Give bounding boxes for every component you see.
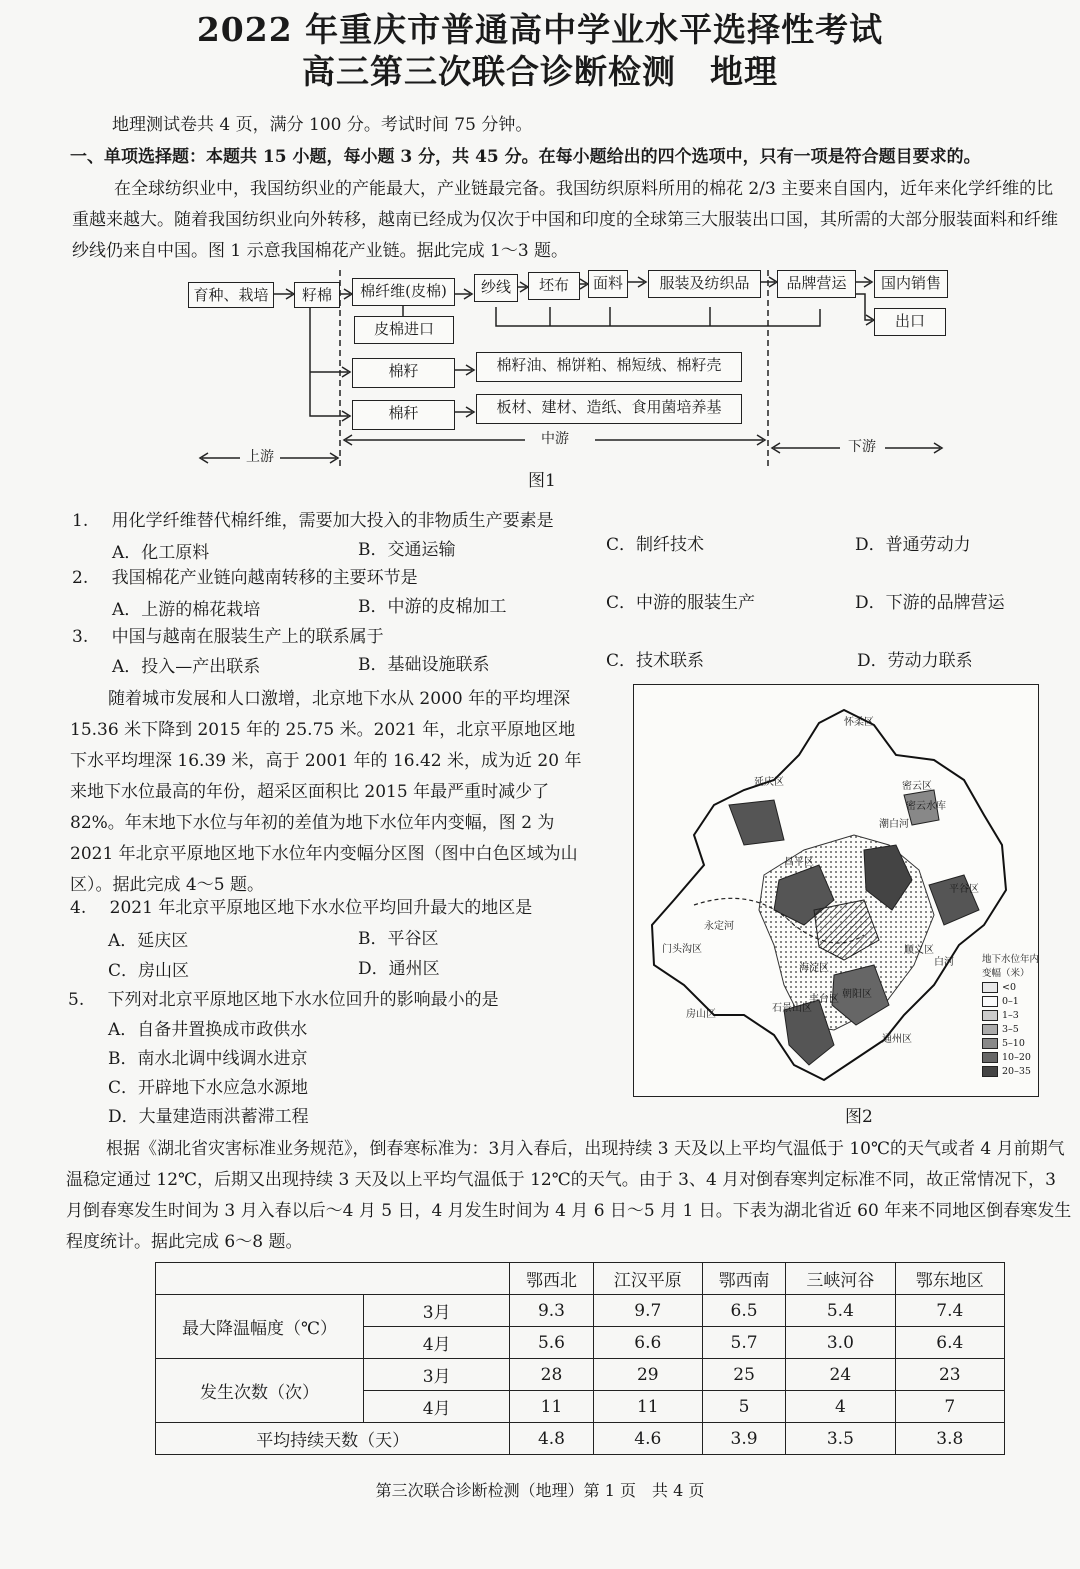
question-number: 4.: [70, 898, 87, 918]
q2-option-b[interactable]: B．中游的皮棉加工: [358, 597, 507, 617]
q3-option-a[interactable]: A．投入—产出联系: [112, 657, 261, 677]
box-brand: 品牌营运: [777, 270, 856, 298]
legend-item: 0–1: [982, 995, 1040, 1009]
river-label: 白河: [934, 957, 954, 968]
table-cell: 23: [895, 1359, 1004, 1391]
question-4-stem: [70, 893, 532, 918]
table-cell: 4.6: [593, 1423, 702, 1455]
question-5-stem: [68, 985, 499, 1010]
district-label: 密云水库: [906, 801, 946, 812]
q1-option-c[interactable]: C．制纤技术: [606, 535, 705, 555]
legend-item: 1–3: [982, 1009, 1040, 1023]
q4-option-d[interactable]: D．通州区: [358, 959, 440, 979]
question-text: 下列对北京平原地区地下水水位回升的影响最小的是: [107, 990, 499, 1010]
question-text: 我国棉花产业链向越南转移的主要环节是: [111, 568, 418, 588]
box-fabric: 面料: [588, 270, 628, 298]
exam-title-line1: 2022 年重庆市普通高中学业水平选择性考试: [196, 10, 884, 49]
table-row: [156, 1359, 1005, 1391]
box-domestic-sales: 国内销售: [874, 270, 948, 298]
late-spring-cold-table: [155, 1262, 1005, 1455]
q1-option-d[interactable]: D．普通劳动力: [855, 535, 971, 555]
question-number: 2.: [72, 568, 89, 588]
q5-option-c[interactable]: C．开辟地下水应急水源地: [108, 1078, 309, 1098]
table-cell: 11: [593, 1391, 702, 1423]
box-yarn: 纱线: [474, 274, 518, 302]
map-legend: [982, 953, 1040, 1079]
box-cottonseed-products: 棉籽油、棉饼粕、棉短绒、棉籽壳: [476, 352, 742, 382]
table-cell: 5: [702, 1391, 785, 1423]
table-header-row: [156, 1263, 1005, 1295]
box-import: 皮棉进口: [354, 316, 454, 344]
q2-option-a[interactable]: A．上游的棉花栽培: [112, 600, 261, 620]
table-cell: 28: [510, 1359, 593, 1391]
question-number: 3.: [72, 627, 89, 647]
table-cell: 3.0: [786, 1327, 895, 1359]
table-cell: 5.4: [786, 1295, 895, 1327]
table-cell: 9.7: [593, 1295, 702, 1327]
box-stalk-products: 板材、建材、造纸、食用菌培养基: [476, 394, 742, 424]
box-breeding: 育种、栽培: [188, 282, 274, 308]
q2-option-c[interactable]: C．中游的服装生产: [606, 593, 756, 613]
legend-item: 5–10: [982, 1037, 1040, 1051]
question-number: 5.: [68, 990, 85, 1010]
district-label: 丰台区: [809, 994, 839, 1005]
question-text: 中国与越南在服装生产上的联系属于: [111, 627, 384, 647]
stage-downstream: 下游: [848, 439, 876, 455]
q4-option-a[interactable]: A．延庆区: [108, 931, 189, 951]
table-cell: 6.5: [702, 1295, 785, 1327]
box-lint: 棉纤维(皮棉): [352, 278, 455, 306]
table-cell: 3.5: [786, 1423, 895, 1455]
box-greige: 坯布: [528, 272, 580, 300]
month-label: 4月: [364, 1391, 510, 1423]
page-footer: 第三次联合诊断检测（地理）第 1 页 共 4 页: [375, 1481, 705, 1500]
river-label: 潮白河: [879, 819, 909, 830]
figure-2-map: [633, 684, 1039, 1097]
legend-item: 10–20: [982, 1051, 1040, 1065]
legend-item: <0: [982, 981, 1040, 995]
question-2-stem: [72, 563, 418, 588]
q2-option-d[interactable]: D．下游的品牌营运: [855, 593, 1005, 613]
district-label: 房山区: [686, 1009, 716, 1020]
q5-option-d[interactable]: D．大量建造雨洪蓄滞工程: [108, 1107, 309, 1127]
section-heading: 一、单项选择题：本题共 15 小题，每小题 3 分，共 45 分。在每小题给出的四个选项中，只有一项是符合题目要求的。: [70, 147, 981, 167]
q1-option-b[interactable]: B．交通运输: [358, 540, 456, 560]
figure-1: [180, 262, 960, 492]
q3-option-b[interactable]: B．基础设施联系: [358, 655, 490, 675]
q3-option-c[interactable]: C．技术联系: [606, 651, 705, 671]
passage-2: 随着城市发展和人口激增，北京地下水从 2000 年的平均埋深 15.36 米下降到 2015 年的 25.75 米。2021 年，北京平原地区地下水平均埋深 16.39 米，高于 2001 年的 16.42 米，成为近 20 年来地下水位最高的年份，超采区面积比 2015 年最严重时减少了 82%。年末地下水位与年初的差值为地下水位年内变幅，图 2 为 2021 年北京平原地区地下水位年内变幅分区图（图中白色区域为山区）。据此完成 4～5 题。: [70, 689, 582, 895]
district-label: 延庆区: [754, 777, 784, 788]
table-cell: 6.4: [895, 1327, 1004, 1359]
table-row: [156, 1295, 1005, 1327]
exam-title-line2: 高三第三次联合诊断检测 地理: [302, 52, 778, 91]
table-cell: 5.7: [702, 1327, 785, 1359]
q5-option-b[interactable]: B．南水北调中线调水进京: [108, 1049, 308, 1069]
q5-option-a[interactable]: A．自备井置换成市政供水: [108, 1020, 308, 1040]
q3-option-d[interactable]: D．劳动力联系: [857, 651, 973, 671]
stage-upstream: 上游: [246, 449, 274, 465]
box-apparel: 服装及纺织品: [648, 270, 761, 298]
district-label: 朝阳区: [842, 989, 872, 1000]
district-label: 密云区: [902, 781, 932, 792]
table-cell: 4.8: [510, 1423, 593, 1455]
legend-title: 地下水位年内变幅（米）: [982, 954, 1040, 979]
passage-1: 在全球纺织业中，我国纺织业的产能最大，产业链最完备。我国纺织原料所用的棉花 2/3 主要来自国内，近年来化学纤维的比重越来越大。随着我国纺织业向外转移，越南已经成为仅次于中国和印度的全球第三大服装出口国，其所需的大部分服装面料和纤维纱线仍来自中国。图 1 示意我国棉花产业链。据此完成 1～3 题。: [72, 179, 1058, 261]
row-group-label: 最大降温幅度（℃）: [156, 1295, 364, 1359]
q4-option-b[interactable]: B．平谷区: [358, 929, 439, 949]
question-3-stem: [72, 622, 384, 647]
table-cell: 25: [702, 1359, 785, 1391]
q1-option-a[interactable]: A．化工原料: [112, 543, 210, 563]
district-label: 门头沟区: [662, 944, 702, 955]
river-label: 永定河: [704, 921, 734, 932]
table-cell: 24: [786, 1359, 895, 1391]
question-1-stem: [72, 506, 554, 531]
box-stalk: 棉秆: [352, 400, 455, 430]
box-seed-cotton: 籽棉: [294, 282, 340, 308]
box-export: 出口: [874, 308, 946, 336]
box-cottonseed: 棉籽: [352, 358, 455, 388]
intro-note: 地理测试卷共 4 页，满分 100 分。考试时间 75 分钟。: [112, 115, 533, 135]
table-cell: 3.9: [702, 1423, 785, 1455]
table-header: 鄂西南: [702, 1263, 785, 1295]
district-label: 平谷区: [949, 884, 979, 895]
month-label: 3月: [364, 1359, 510, 1391]
table-cell: 5.6: [510, 1327, 593, 1359]
question-text: 2021 年北京平原地区地下水水位平均回升最大的地区是: [109, 898, 533, 918]
table-cell: 6.6: [593, 1327, 702, 1359]
table-cell: 11: [510, 1391, 593, 1423]
table-header: 鄂东地区: [895, 1263, 1004, 1295]
month-label: 4月: [364, 1327, 510, 1359]
table-header: 三峡河谷: [786, 1263, 895, 1295]
passage-3: 根据《湖北省灾害标准业务规范》，倒春寒标准为：3月入春后，出现持续 3 天及以上平均气温低于 10℃的天气或者 4 月前期气温稳定通过 12℃，后期又出现持续 3 天及以上平均气温低于 12℃的天气。由于 3、4 月对倒春寒判定标准不同，故正常情况下，3 月倒春寒发生时间为 3 月入春以后～4 月 5 日，4 月发生时间为 4 月 6 日～5 月 1 日。下表为湖北省近 60 年来不同地区倒春寒发生程度统计。据此完成 6～8 题。: [66, 1139, 1072, 1252]
district-label: 昌平区: [784, 857, 814, 868]
legend-item: 3–5: [982, 1023, 1040, 1037]
figure-1-caption: 图1: [528, 471, 556, 491]
table-header: 江汉平原: [593, 1263, 702, 1295]
table-cell: 9.3: [510, 1295, 593, 1327]
district-label: 通州区: [882, 1034, 912, 1045]
table-cell: 7: [895, 1391, 1004, 1423]
q4-option-c[interactable]: C．房山区: [108, 961, 190, 981]
table-row: [156, 1423, 1005, 1455]
question-text: 用化学纤维替代棉纤维，需要加大投入的非物质生产要素是: [111, 511, 554, 531]
month-label: 3月: [364, 1295, 510, 1327]
figure-2-caption: 图2: [845, 1107, 873, 1127]
table-cell: 7.4: [895, 1295, 1004, 1327]
district-label: 石景山区: [772, 1003, 812, 1014]
district-label: 顺义区: [904, 945, 934, 956]
question-number: 1.: [72, 511, 89, 531]
district-label: 海淀区: [799, 963, 829, 974]
row-group-label: 发生次数（次）: [156, 1359, 364, 1423]
legend-item: 20–35: [982, 1065, 1040, 1079]
avg-duration-label: 平均持续天数（天）: [156, 1423, 510, 1455]
table-header: 鄂西北: [510, 1263, 593, 1295]
stage-midstream: 中游: [541, 431, 569, 447]
district-label: 怀柔区: [844, 717, 874, 728]
table-cell: 3.8: [895, 1423, 1004, 1455]
table-cell: 4: [786, 1391, 895, 1423]
table-cell: 29: [593, 1359, 702, 1391]
